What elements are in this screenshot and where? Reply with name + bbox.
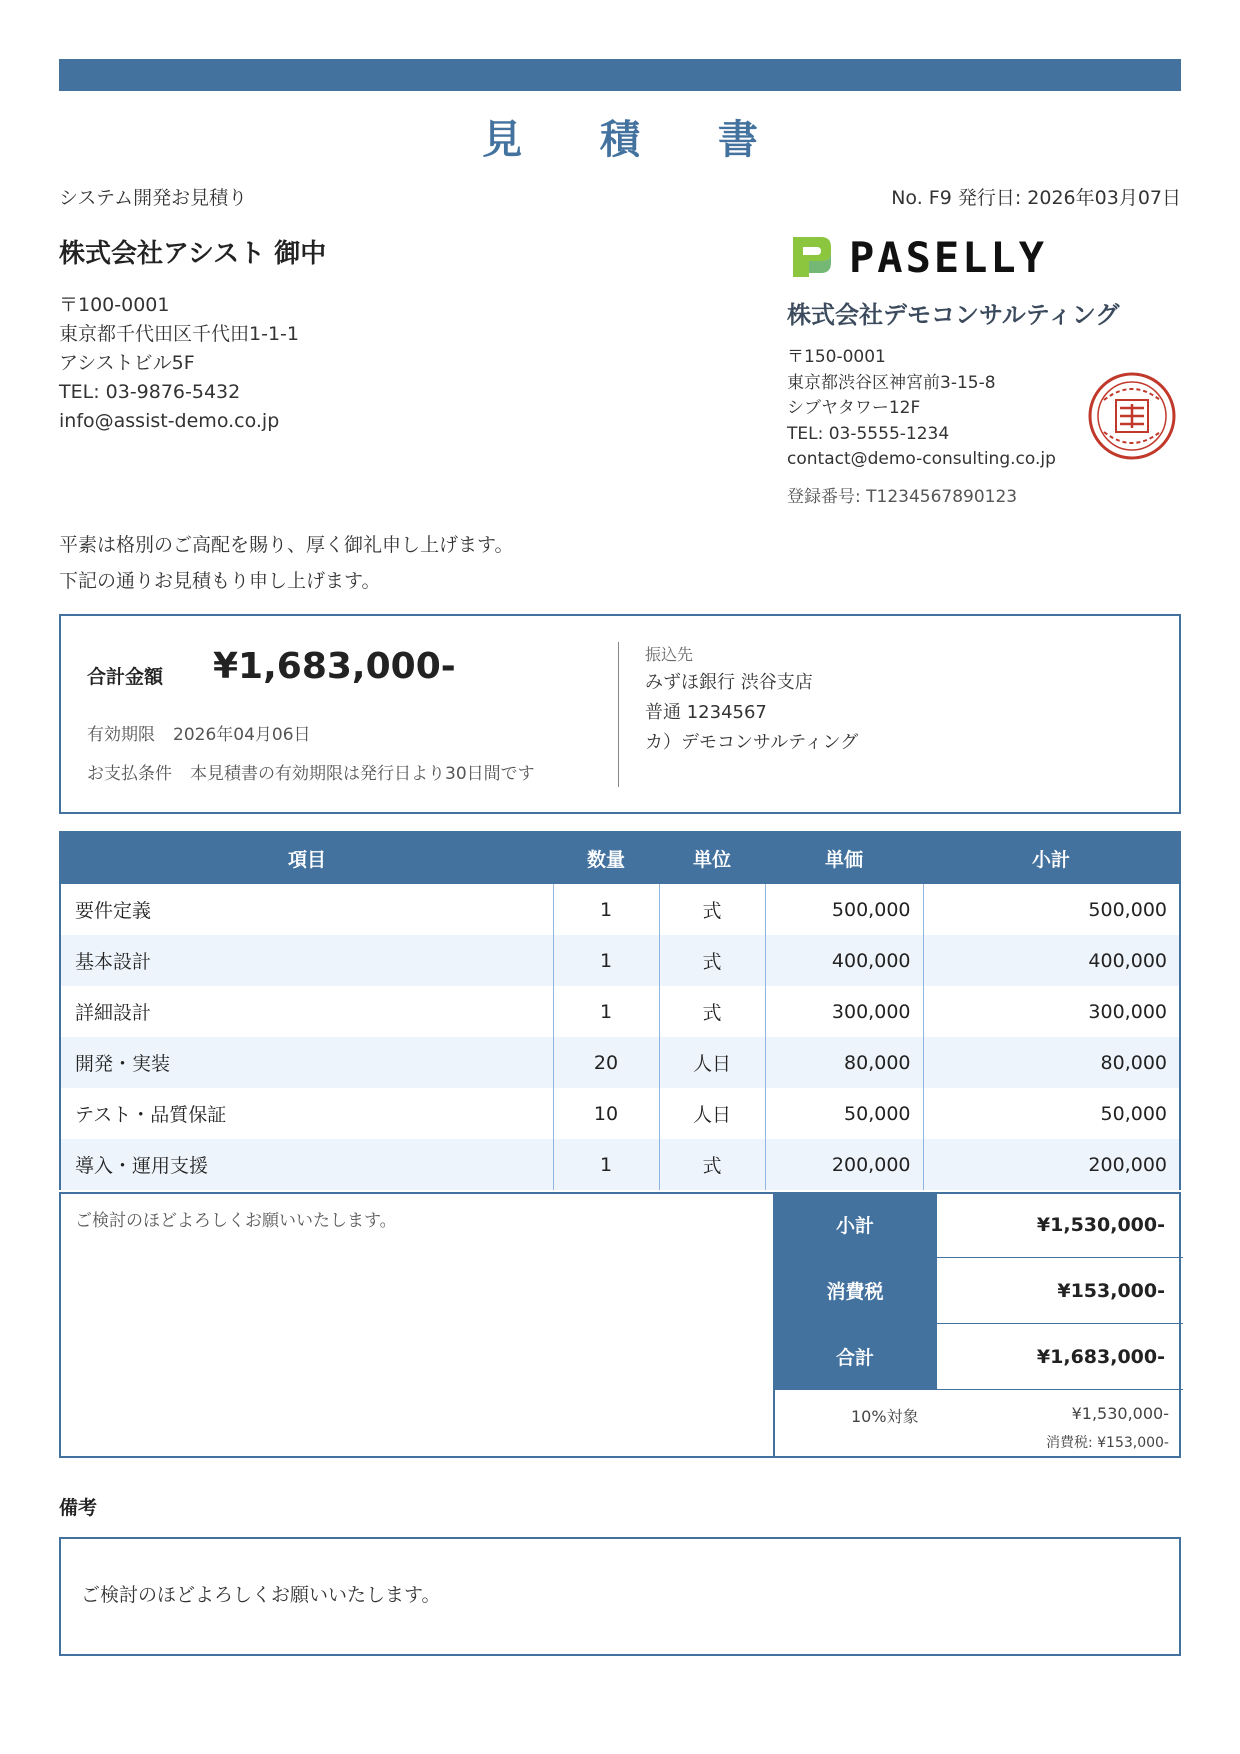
totals-column — [773, 1192, 1183, 1458]
header-subtotal: 小計 — [923, 833, 1179, 884]
cell-quantity: 1 — [553, 935, 659, 986]
table-row — [61, 884, 1179, 935]
cell-subtotal: 200,000 — [923, 1139, 1179, 1190]
payment-terms-value: 本見積書の有効期限は発行日より30日間です — [190, 764, 535, 784]
cell-subtotal: 80,000 — [923, 1037, 1179, 1088]
cell-unit-price: 500,000 — [765, 884, 923, 935]
cell-unit-price: 300,000 — [765, 986, 923, 1037]
remarks-title: 備考 — [59, 1497, 98, 1519]
cell-unit: 式 — [659, 1139, 765, 1190]
tax-breakdown — [775, 1394, 1183, 1454]
totals-section — [59, 1192, 1181, 1458]
registration-number: 登録番号: T1234567890123 — [787, 487, 1018, 507]
subtotal-value: ¥1,530,000- — [935, 1192, 1183, 1257]
company-logo — [787, 231, 1047, 283]
cell-unit-price: 80,000 — [765, 1037, 923, 1088]
client-address2: アシストビル5F — [59, 352, 195, 374]
document-title: 見 積 書 — [482, 117, 790, 163]
validity — [87, 720, 311, 745]
summary-divider — [618, 642, 619, 787]
header-unit: 単位 — [659, 833, 765, 884]
cell-unit: 人日 — [659, 1037, 765, 1088]
cell-quantity: 10 — [553, 1088, 659, 1139]
payment-terms-label: お支払条件 — [87, 764, 172, 784]
tax-rate-label: 10%対象 — [851, 1407, 919, 1426]
header-unit-price: 単価 — [765, 833, 923, 884]
bank-name: みずほ銀行 渋谷支店 — [645, 672, 813, 693]
client-email: info@assist-demo.co.jp — [59, 410, 280, 432]
cell-subtotal: 400,000 — [923, 935, 1179, 986]
remarks-text: ご検討のほどよろしくお願いいたします。 — [81, 1584, 441, 1606]
tax-value: ¥153,000- — [935, 1258, 1183, 1323]
document-number-date: No. F9 発行日: 2026年03月07日 — [891, 187, 1181, 209]
total-amount: ¥1,683,000- — [213, 646, 456, 687]
issuer-address-block — [787, 345, 1056, 473]
cell-item: テスト・品質保証 — [61, 1088, 553, 1139]
header-item: 項目 — [61, 833, 553, 884]
bank-info — [645, 642, 858, 758]
tax-base: ¥1,530,000- — [1071, 1404, 1169, 1423]
logo-text: PASELLY — [849, 232, 1048, 282]
cell-item: 開発・実装 — [61, 1037, 553, 1088]
client-address1: 東京都千代田区千代田1-1-1 — [59, 323, 299, 345]
cell-unit: 式 — [659, 986, 765, 1037]
bank-account: 普通 1234567 — [645, 702, 767, 723]
cell-item: 導入・運用支援 — [61, 1139, 553, 1190]
issuer-postal: 〒150-0001 — [787, 347, 886, 367]
cell-subtotal: 500,000 — [1088, 898, 1167, 921]
table-row — [61, 1088, 1179, 1139]
issuer-email: contact@demo-consulting.co.jp — [787, 449, 1056, 469]
cell-unit-price: 50,000 — [765, 1088, 923, 1139]
items-table — [59, 831, 1181, 1190]
grand-total-value: ¥1,683,000- — [935, 1324, 1183, 1389]
cell-unit: 式 — [659, 935, 765, 986]
validity-label: 有効期限 — [87, 725, 155, 745]
payment-terms — [87, 759, 535, 784]
tax-label: 消費税 — [775, 1258, 935, 1323]
issuer-address1: 東京都渋谷区神宮前3-15-8 — [787, 372, 996, 393]
tax-row — [775, 1258, 1183, 1324]
cell-unit-price: 200,000 — [765, 1139, 923, 1190]
subtotal-row — [775, 1192, 1183, 1258]
bank-holder: カ）デモコンサルティング — [645, 732, 859, 753]
company-seal-icon — [1086, 370, 1178, 462]
tax-breakdown-amount: 消費税: ¥153,000- — [1045, 1435, 1169, 1451]
bank-label: 振込先 — [645, 645, 694, 664]
cell-item: 詳細設計 — [61, 986, 553, 1037]
cell-unit: 式 — [659, 884, 765, 935]
cell-quantity: 20 — [553, 1037, 659, 1088]
table-row — [61, 1139, 1179, 1190]
client-address-block — [59, 291, 299, 436]
cell-quantity: 1 — [553, 884, 659, 935]
table-header-row — [61, 833, 1179, 884]
cell-unit: 人日 — [659, 1088, 765, 1139]
cell-item: 要件定義 — [61, 884, 553, 935]
issuer-tel: TEL: 03-5555-1234 — [787, 423, 950, 444]
validity-value: 2026年04月06日 — [173, 725, 311, 745]
cell-subtotal: 300,000 — [1088, 1000, 1167, 1023]
greeting-line2: 下記の通りお見積もり申し上げます。 — [59, 570, 381, 592]
table-row — [61, 986, 1179, 1037]
grand-total-row — [775, 1324, 1183, 1390]
header-bar — [59, 59, 1181, 91]
cell-subtotal: 50,000 — [1100, 1102, 1167, 1125]
table-row — [61, 935, 1179, 986]
issuer-name: 株式会社デモコンサルティング — [787, 301, 1120, 329]
client-tel: TEL: 03-9876-5432 — [59, 381, 241, 403]
table-row — [61, 1037, 1179, 1088]
subject: システム開発お見積り — [59, 187, 248, 209]
header-quantity: 数量 — [553, 833, 659, 884]
client-name: 株式会社アシスト 御中 — [59, 239, 327, 269]
logo-mark-icon — [787, 231, 835, 283]
grand-total-label: 合計 — [775, 1324, 935, 1389]
greeting-line1: 平素は格別のご高配を賜り、厚く御礼申し上げます。 — [59, 534, 514, 556]
subtotal-label: 小計 — [775, 1192, 935, 1257]
cell-quantity: 1 — [553, 986, 659, 1037]
total-amount-label: 合計金額 — [87, 666, 164, 688]
issuer-address2: シブヤタワー12F — [787, 398, 921, 418]
client-postal: 〒100-0001 — [59, 294, 170, 316]
cell-item: 基本設計 — [61, 935, 553, 986]
greeting — [59, 527, 513, 599]
totals-note: ご検討のほどよろしくお願いいたします。 — [75, 1211, 397, 1231]
cell-quantity: 1 — [553, 1139, 659, 1190]
summary-box — [59, 614, 1181, 814]
cell-unit-price: 400,000 — [765, 935, 923, 986]
remarks-box — [59, 1537, 1181, 1656]
